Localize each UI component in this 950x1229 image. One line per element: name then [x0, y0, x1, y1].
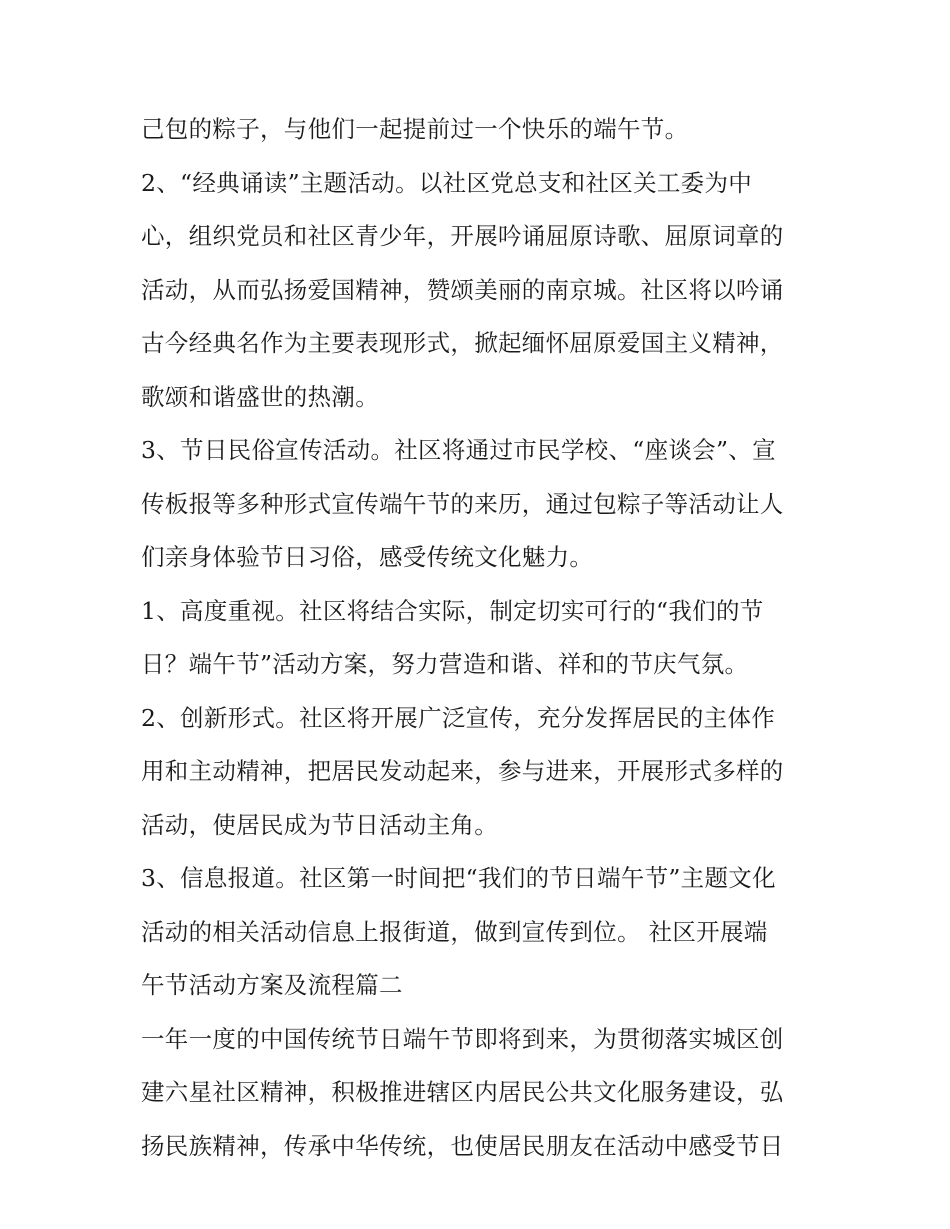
text-line: 活动，使居民成为节日活动主角。	[141, 810, 498, 839]
text-line: 心，组织党员和社区青少年，开展吟诵屈原诗歌、屈原词章的	[141, 222, 784, 250]
text-line: 古今经典名作为主要表现形式，掀起缅怀屈原爱国主义精神，	[141, 329, 784, 357]
text-line: 1、高度重视。社区将结合实际，制定切实可行的“我们的节	[141, 596, 764, 625]
text-line: 传板报等多种形式宣传端午节的来历，通过包粽子等活动让人	[141, 489, 784, 518]
text-line: 扬民族精神，传承中华传统，也使居民朋友在活动中感受节日	[141, 1131, 784, 1160]
text-line: 一年一度的中国传统节日端午节即将到来，为贯彻落实城区创	[141, 1024, 784, 1053]
text-line: 2、创新形式。社区将开展广泛宣传，充分发挥居民的主体作	[141, 703, 776, 732]
text-line: 3、节日民俗宣传活动。社区将通过市民学校、“座谈会”、宣	[141, 436, 776, 464]
text-line: 活动的相关活动信息上报街道，做到宣传到位。 社区开展端	[141, 917, 768, 946]
text-line: 午节活动方案及流程篇二	[141, 971, 403, 999]
text-line: 们亲身体验节日习俗，感受传统文化魅力。	[141, 543, 594, 571]
text-line: 3、信息报道。社区第一时间把“我们的节日端午节”主题文化	[141, 864, 776, 892]
document-body	[141, 107, 821, 1177]
text-line: 日？端午节”活动方案，努力营造和谐、祥和的节庆气氛。	[141, 650, 749, 678]
text-line: 活动，从而弘扬爱国精神，赞颂美丽的南京城。社区将以吟诵	[141, 275, 784, 304]
text-line: 己包的粽子，与他们一起提前过一个快乐的端午节。	[141, 115, 689, 143]
text-line: 用和主动精神，把居民发动起来，参与进来，开展形式多样的	[141, 757, 784, 785]
text-line: 歌颂和谐盛世的热潮。	[141, 382, 379, 411]
text-line: 建六星社区精神，积极推进辖区内居民公共文化服务建设，弘	[141, 1078, 784, 1106]
text-line: 2、“经典诵读”主题活动。以社区党总支和社区关工委为中	[141, 168, 753, 197]
